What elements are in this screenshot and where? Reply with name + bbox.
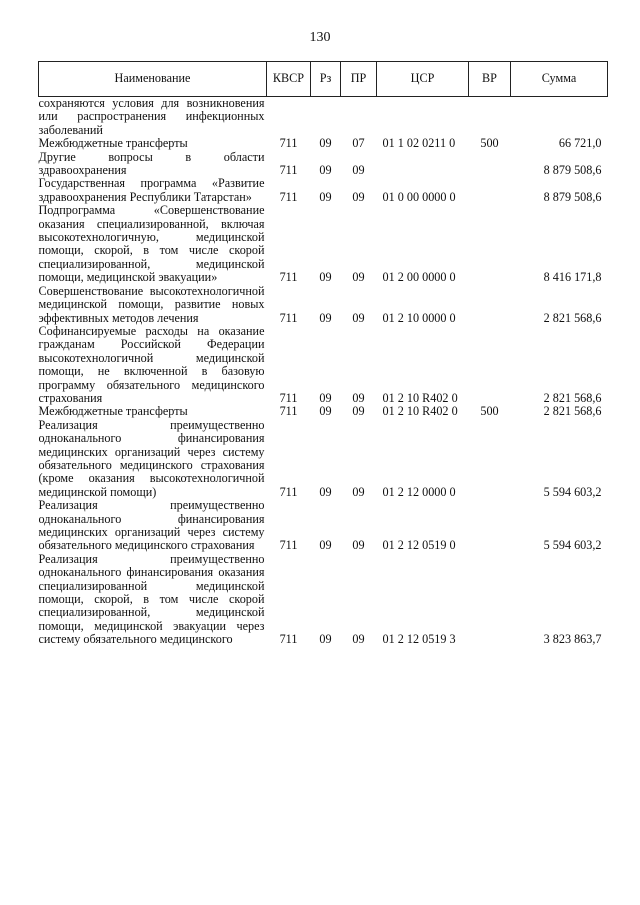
row-vr-cell <box>469 325 511 405</box>
row-kvsr-cell: 711 <box>279 163 298 178</box>
budget-table <box>38 61 608 647</box>
row-vr-cell <box>469 151 511 178</box>
row-rz-cell: 09 <box>319 484 332 499</box>
row-pr-cell: 09 <box>352 310 365 325</box>
row-sum-cell: 2 821 568,6 <box>543 310 602 325</box>
row-vr-cell <box>469 553 511 647</box>
row-pr-cell: 09 <box>352 189 365 204</box>
row-sum-cell: 3 823 863,7 <box>543 632 602 647</box>
row-csr-cell: 01 2 10 R402 0 <box>382 390 458 405</box>
row-kvsr-cell: 711 <box>279 390 298 405</box>
row-sum-cell: 2 821 568,6 <box>543 390 602 405</box>
row-kvsr-cell: 711 <box>279 484 298 499</box>
table-row <box>39 499 608 553</box>
row-name-cell: Подпрограмма «Совершенствование оказания специализированной, включая высокотехнологичную, медицинской помощи, скорой, в том числе скорой специализированной, медицинской помощи, медицинской эвакуации» <box>38 203 265 285</box>
row-rz-cell <box>311 97 341 138</box>
row-vr-cell <box>469 204 511 284</box>
table-header <box>39 62 608 97</box>
row-vr-cell <box>469 499 511 553</box>
row-sum-cell: 66 721,0 <box>558 136 602 151</box>
table-row <box>39 325 608 405</box>
row-sum-cell: 8 879 508,6 <box>543 163 602 178</box>
row-vr-cell <box>469 285 511 325</box>
row-sum-cell: 2 821 568,6 <box>543 404 602 419</box>
row-csr-cell <box>377 97 469 138</box>
row-name-cell: сохраняются условия для возникновения или распространения инфекционных заболеваний <box>38 96 265 137</box>
table-row <box>39 285 608 325</box>
row-name-cell: Реализация преимущественно одноканального финансирования оказания специализированной медицинской помощи, скорой, в том числе скорой специализированной, медицинской помощи, медицинской эвакуации через систему обязательного медицинского <box>38 551 265 647</box>
row-kvsr-cell: 711 <box>279 632 298 647</box>
table-row <box>39 177 608 204</box>
row-sum-cell: 5 594 603,2 <box>543 538 602 553</box>
row-name-cell: Государственная программа «Развитие здравоохранения Республики Татарстан» <box>38 176 265 204</box>
row-rz-cell: 09 <box>319 189 332 204</box>
page-number: 130 <box>309 30 331 45</box>
row-vr-cell <box>469 97 511 138</box>
row-csr-cell: 01 1 02 0211 0 <box>382 136 456 151</box>
row-vr-cell <box>469 177 511 204</box>
row-pr-cell: 09 <box>352 538 365 553</box>
row-kvsr-cell: 711 <box>279 189 298 204</box>
row-kvsr-cell: 711 <box>279 270 298 285</box>
header-sum: Сумма <box>511 62 608 97</box>
row-name-cell: Реализация преимущественно одноканального финансирования медицинских организаций через систему обязательного медицинского страхования <box>38 498 265 553</box>
row-rz-cell: 09 <box>319 270 332 285</box>
row-vr-cell: 500 <box>480 404 499 419</box>
row-csr-cell: 01 2 10 0000 0 <box>382 310 456 325</box>
row-vr-cell <box>469 419 511 499</box>
row-rz-cell: 09 <box>319 310 332 325</box>
row-pr-cell: 09 <box>352 632 365 647</box>
row-rz-cell: 09 <box>319 404 332 419</box>
row-kvsr-cell: 711 <box>279 538 298 553</box>
row-pr-cell: 09 <box>352 163 365 178</box>
row-rz-cell: 09 <box>319 538 332 553</box>
header-name: Наименование <box>39 62 267 97</box>
row-sum-cell: 8 416 171,8 <box>543 270 602 285</box>
row-csr-cell: 01 2 10 R402 0 <box>382 404 458 419</box>
header-rz: Рз <box>311 62 341 97</box>
header-vr: ВР <box>469 62 511 97</box>
row-csr-cell: 01 2 00 0000 0 <box>382 270 456 285</box>
row-name-cell: Совершенствование высокотехнологичной медицинской помощи, развитие новых эффективных методов лечения <box>38 283 265 325</box>
row-pr-cell: 09 <box>352 404 365 419</box>
header-pr: ПР <box>341 62 377 97</box>
header-csr: ЦСР <box>377 62 469 97</box>
row-vr-cell: 500 <box>480 136 499 151</box>
row-kvsr-cell <box>267 97 311 138</box>
row-pr-cell: 09 <box>352 270 365 285</box>
row-pr-cell: 07 <box>352 136 365 151</box>
header-kvsr: КВСР <box>267 62 311 97</box>
row-pr-cell <box>341 97 377 138</box>
row-rz-cell: 09 <box>319 136 332 151</box>
row-csr-cell: 01 2 12 0519 0 <box>382 538 456 553</box>
row-rz-cell: 09 <box>319 632 332 647</box>
row-name-cell: Реализация преимущественно одноканального финансирования медицинских организаций через систему обязательного медицинского страхования (кроме оказания высокотехнологичной медицинской помощи) <box>38 417 265 499</box>
row-csr-cell: 01 2 12 0519 3 <box>382 632 456 647</box>
table-row <box>39 204 608 284</box>
table-body <box>39 97 608 647</box>
row-sum-cell <box>511 97 608 138</box>
table-row <box>39 419 608 499</box>
budget-table-container <box>38 61 607 647</box>
row-rz-cell: 09 <box>319 163 332 178</box>
row-csr-cell <box>377 151 469 178</box>
row-kvsr-cell: 711 <box>279 404 298 419</box>
row-pr-cell: 09 <box>352 484 365 499</box>
row-name-cell: Софинансируемые расходы на оказание гражданам Российской Федерации высокотехнологичной медицинской помощи, не включенной в базовую программу обязательного медицинского страхования <box>38 323 265 405</box>
row-name-cell: Межбюджетные трансферты <box>38 404 188 419</box>
row-rz-cell: 09 <box>319 390 332 405</box>
row-sum-cell: 8 879 508,6 <box>543 189 602 204</box>
row-csr-cell: 01 0 00 0000 0 <box>382 189 456 204</box>
row-name-cell: Межбюджетные трансферты <box>38 136 188 151</box>
table-row <box>39 553 608 647</box>
row-name-cell: Другие вопросы в области здравоохранения <box>38 149 265 178</box>
row-sum-cell: 5 594 603,2 <box>543 484 602 499</box>
header-row <box>39 62 608 97</box>
row-csr-cell: 01 2 12 0000 0 <box>382 484 456 499</box>
row-kvsr-cell: 711 <box>279 136 298 151</box>
row-kvsr-cell: 711 <box>279 310 298 325</box>
table-row <box>39 97 608 138</box>
row-pr-cell: 09 <box>352 390 365 405</box>
table-row <box>39 137 608 150</box>
table-row <box>39 151 608 178</box>
table-row <box>39 405 608 418</box>
